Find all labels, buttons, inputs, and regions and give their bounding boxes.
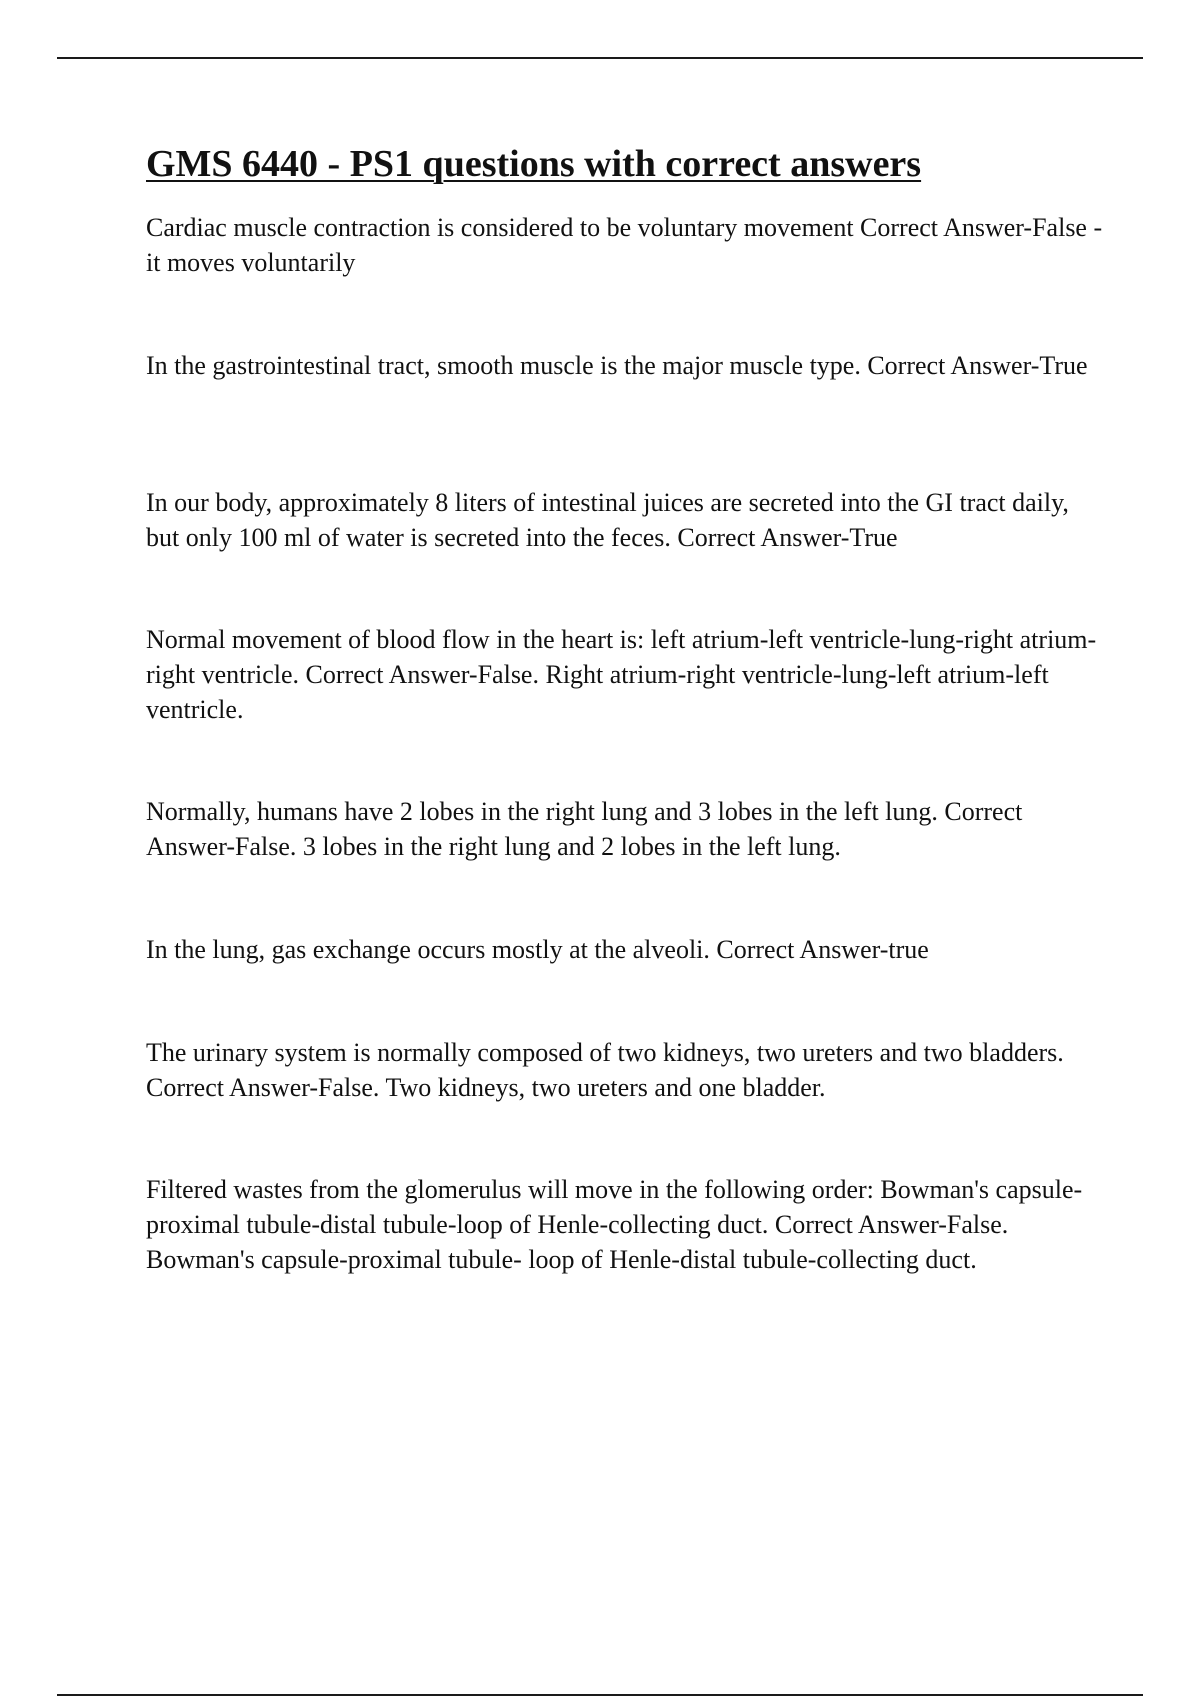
qa-item-4: Normal movement of blood flow in the heart is: left atrium-left ventricle-lung-right atrium-right ventricle. Correct Answer-False. Right atrium-right ventricle-lung-left atrium-left ventricle.	[146, 625, 1097, 724]
document-title: GMS 6440 - PS1 questions with correct answers	[146, 143, 922, 185]
qa-item-8: Filtered wastes from the glomerulus will move in the following order: Bowman's capsule-proximal tubule-distal tubule-loop of Henle-collecting duct. Correct Answer-False. Bowman's capsule-proximal tubule- loop of Henle-distal tubule-collecting duct.	[146, 1175, 1083, 1274]
qa-item-2: In the gastrointestinal tract, smooth muscle is the major muscle type. Correct Answer-True	[146, 351, 1088, 380]
footer-rule	[57, 1694, 1143, 1696]
qa-item-1: Cardiac muscle contraction is considered to be voluntary movement Correct Answer-False - it moves voluntarily	[146, 213, 1103, 277]
qa-item-3: In our body, approximately 8 liters of intestinal juices are secreted into the GI tract daily, but only 100 ml of water is secreted into the feces. Correct Answer-True	[146, 488, 1069, 552]
qa-item-5: Normally, humans have 2 lobes in the right lung and 3 lobes in the left lung. Correct Answer-False. 3 lobes in the right lung and 2 lobes in the left lung.	[146, 797, 1023, 861]
qa-item-6: In the lung, gas exchange occurs mostly at the alveoli. Correct Answer-true	[146, 935, 929, 964]
header-rule	[57, 57, 1143, 59]
qa-item-7: The urinary system is normally composed of two kidneys, two ureters and two bladders. Correct Answer-False. Two kidneys, two ureters and one bladder.	[146, 1038, 1064, 1102]
